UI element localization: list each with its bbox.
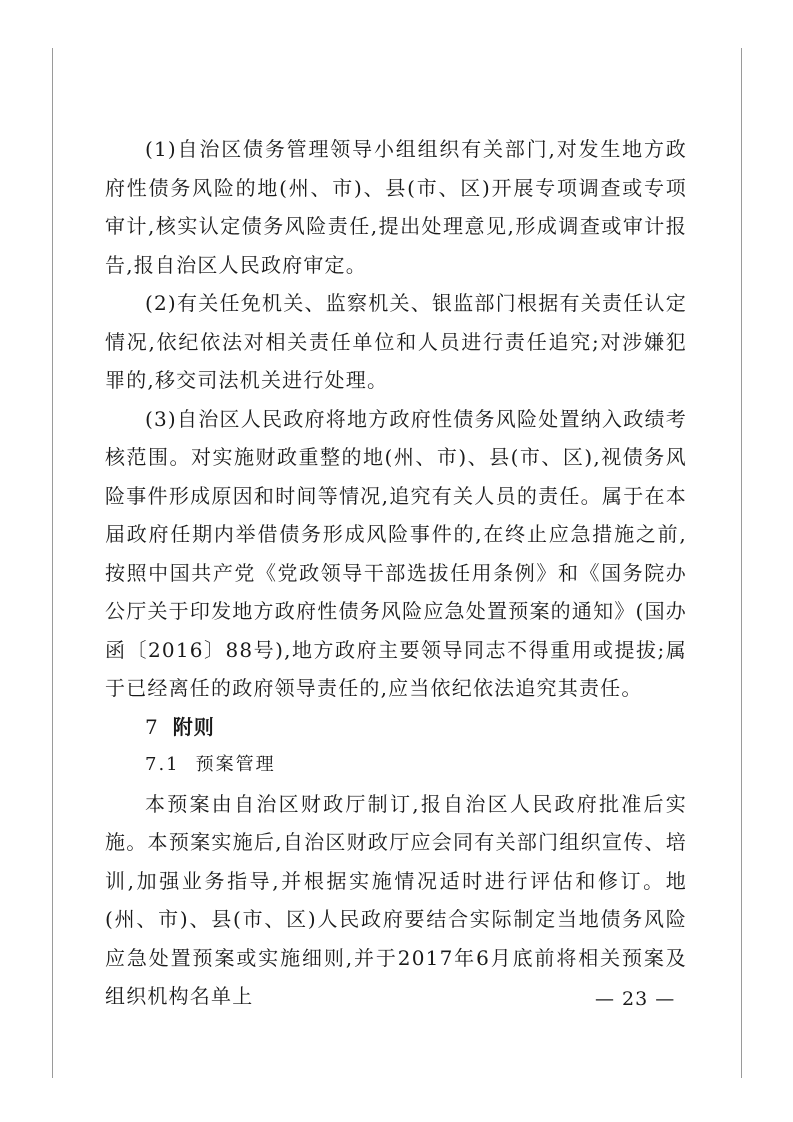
paragraph-responsibility-investigation: (1)自治区债务管理领导小组组织有关部门,对发生地方政府性债务风险的地(州、市)、县(市、区)开展专项调查或专项审计,核实认定债务风险责任,提出处理意见,形成调查或审计报告,报自治区人民政府审定。 <box>105 137 687 277</box>
section-title: 附则 <box>172 714 215 739</box>
subsection-heading <box>105 746 687 785</box>
section-number: 7 <box>145 714 159 739</box>
right-margin-rule <box>741 48 742 1078</box>
subsection-title: 预案管理 <box>195 754 276 775</box>
page-number: — 23 — <box>595 988 676 1010</box>
document-body <box>105 130 687 1016</box>
left-margin-rule <box>52 48 53 1078</box>
paragraph-performance-assessment: (3)自治区人民政府将地方政府性债务风险处置纳入政绩考核范围。对实施财政重整的地(州、市)、县(市、区),视债务风险事件形成原因和时间等情况,追究有关人员的责任。属于在本届政府任期内举借债务形成风险事件的,在终止应急措施之前,按照中国共产党《党政领导干部选拔任用条例》和《国务院办公厅关于印发地方政府性债务风险应急处置预案的通知》(国办函〔2016〕88号),地方政府主要领导同志不得重用或提拔;属于已经离任的政府领导责任的,应当依纪依法追究其责任。 <box>105 406 687 700</box>
section-heading <box>105 708 687 747</box>
paragraph-plan-management: 本预案由自治区财政厅制订,报自治区人民政府批准后实施。本预案实施后,自治区财政厅应会同有关部门组织宣传、培训,加强业务指导,并根据实施情况适时进行评估和修订。地(州、市)、县(市、区)人民政府要结合实际制定当地债务风险应急处置预案或实施细则,并于2017年6月底前将相关预案及组织机构名单上 <box>105 791 687 1008</box>
subsection-number: 7.1 <box>145 754 180 775</box>
paragraph-accountability-enforcement: (2)有关任免机关、监察机关、银监部门根据有关责任认定情况,依纪依法对相关责任单位和人员进行责任追究;对涉嫌犯罪的,移交司法机关进行处理。 <box>105 291 687 392</box>
